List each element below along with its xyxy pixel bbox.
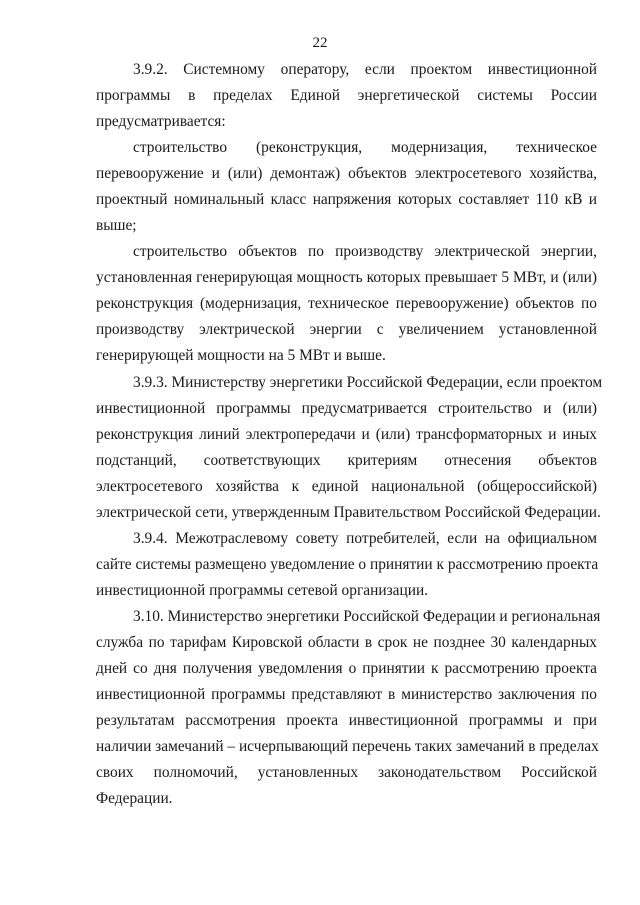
- text-line: перевооружение и (или) демонтаж) объектов электросетевого хозяйства,: [96, 165, 597, 182]
- text-line: установленная генерирующая мощность которых превышает 5 МВт, и (или): [96, 269, 597, 286]
- text-line: Федерации.: [96, 790, 173, 807]
- text-line: реконструкция (модернизация, техническое перевооружение) объектов по: [96, 295, 597, 312]
- text-line: 3.10. Министерство энергетики Российской Федерации и региональная: [133, 608, 601, 625]
- text-line: программы в пределах Единой энергетической системы России: [96, 87, 597, 104]
- text-line: наличии замечаний – исчерпывающий перечень таких замечаний в пределах: [96, 738, 599, 755]
- text-line: своих полномочий, установленных законодательством Российской: [96, 764, 597, 781]
- text-line: проектный номинальный класс напряжения которых составляет 110 кВ и: [96, 191, 597, 208]
- text-line: инвестиционной программы предусматривается строительство и (или): [96, 400, 597, 417]
- text-line: результатам рассмотрения проекта инвестиционной программы и при: [96, 712, 597, 729]
- text-line: электрической сети, утвержденным Правительством Российской Федерации.: [96, 504, 601, 521]
- page-number: 22: [312, 35, 328, 51]
- text-line: инвестиционной программы представляют в министерство заключения по: [96, 686, 597, 703]
- text-line: инвестиционной программы сетевой организации.: [96, 582, 429, 599]
- text-line: производству электрической энергии с увеличением установленной: [96, 321, 597, 338]
- text-line: 3.9.3. Министерству энергетики Российской Федерации, если проектом: [133, 374, 603, 391]
- text-line: 3.9.4. Межотраслевому совету потребителей, если на официальном: [133, 530, 597, 547]
- text-line: предусматривается:: [96, 113, 226, 130]
- text-line: реконструкция линий электропередачи и (или) трансформаторных и иных: [96, 426, 597, 443]
- text-line: подстанций, соответствующих критериям отнесения объектов: [96, 452, 597, 469]
- text-line: сайте системы размещено уведомление о принятии к рассмотрению проекта: [96, 556, 599, 573]
- text-line: генерирующей мощности на 5 МВт и выше.: [96, 347, 386, 364]
- text-line: выше;: [96, 217, 137, 234]
- text-line: 3.9.2. Системному оператору, если проектом инвестиционной: [133, 61, 597, 78]
- text-line: строительство (реконструкция, модернизация, техническое: [133, 139, 597, 156]
- text-line: электросетевого хозяйства к единой национальной (общероссийской): [96, 478, 597, 495]
- text-line: служба по тарифам Кировской области в срок не позднее 30 календарных: [96, 634, 597, 651]
- text-line: дней со дня получения уведомления о принятии к рассмотрению проекта: [96, 660, 597, 677]
- text-line: строительство объектов по производству электрической энергии,: [133, 243, 597, 260]
